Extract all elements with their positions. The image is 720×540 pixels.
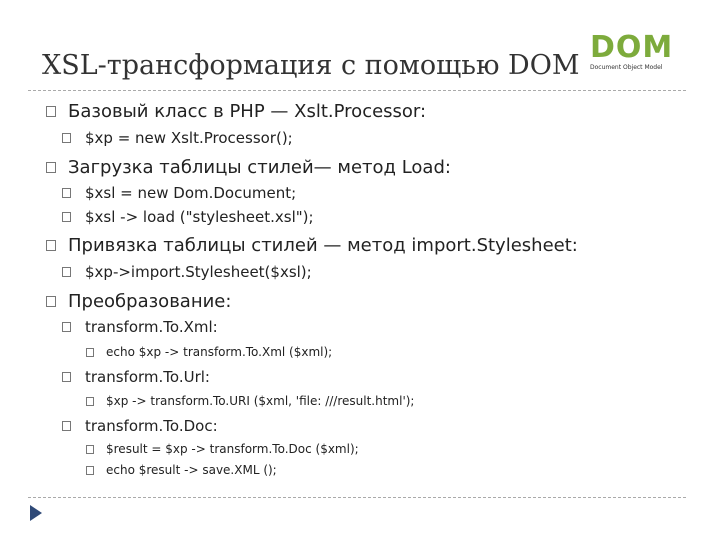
- list-item-text: $xsl -> load ("stylesheet.xsl");: [85, 208, 314, 226]
- logo-word: DOM: [590, 30, 674, 65]
- bullet-box-icon: [62, 188, 71, 198]
- list-item-text: echo $xp -> transform.To.Xml ($xml);: [106, 345, 333, 359]
- bullet-box-icon: [86, 445, 94, 454]
- bullet-box-icon: [46, 162, 56, 173]
- list-item: [86, 463, 277, 477]
- list-item: [46, 235, 578, 256]
- bullet-box-icon: [62, 421, 71, 431]
- list-item-text: echo $result -> save.XML ();: [106, 463, 277, 477]
- list-item-text: $xsl = new Dom.Document;: [85, 184, 297, 202]
- list-item: [86, 442, 359, 456]
- bullet-box-icon: [86, 466, 94, 475]
- slide-title: XSL-трансформация с помощью DOM: [42, 50, 580, 81]
- list-item-text: transform.To.Xml:: [85, 318, 218, 336]
- list-item-text: $xp->import.Stylesheet($xsl);: [85, 263, 312, 281]
- list-item-text: transform.To.Url:: [85, 368, 210, 386]
- list-item-text: Базовый класс в PHP — Xslt.Processor:: [68, 101, 427, 122]
- list-item: [62, 417, 218, 435]
- bullet-box-icon: [86, 348, 94, 357]
- logo-subtitle: Document Object Model: [590, 64, 663, 71]
- list-item: [46, 157, 451, 178]
- list-item-text: $xp -> transform.To.URI ($xml, 'file: ///result.html');: [106, 394, 415, 408]
- list-item: [62, 263, 312, 281]
- list-item-text: $xp = new Xslt.Processor();: [85, 129, 293, 147]
- list-item: [46, 101, 426, 122]
- footer-divider: [28, 497, 686, 498]
- bullet-box-icon: [62, 212, 71, 222]
- bullet-box-icon: [86, 397, 94, 406]
- list-item: [62, 208, 314, 226]
- list-item-text: Загрузка таблицы стилей— метод Load:: [68, 157, 451, 178]
- list-item: [62, 129, 293, 147]
- next-slide-arrow-icon[interactable]: [30, 505, 42, 521]
- list-item: [62, 318, 218, 336]
- list-item: [62, 368, 210, 386]
- list-item: [86, 394, 414, 408]
- bullet-box-icon: [46, 296, 56, 307]
- list-item-text: Привязка таблицы стилей — метод import.Stylesheet:: [68, 235, 578, 256]
- list-item-text: $result = $xp -> transform.To.Doc ($xml);: [106, 442, 359, 456]
- bullet-box-icon: [62, 322, 71, 332]
- list-item: [46, 291, 231, 312]
- dom-logo: [590, 30, 682, 72]
- list-item-text: Преобразование:: [68, 291, 232, 312]
- bullet-box-icon: [46, 240, 56, 251]
- bullet-box-icon: [46, 106, 56, 117]
- bullet-box-icon: [62, 133, 71, 143]
- bullet-box-icon: [62, 267, 71, 277]
- list-item-text: transform.To.Doc:: [85, 417, 218, 435]
- title-divider: [28, 90, 686, 91]
- list-item: [86, 345, 332, 359]
- list-item: [62, 184, 296, 202]
- bullet-box-icon: [62, 372, 71, 382]
